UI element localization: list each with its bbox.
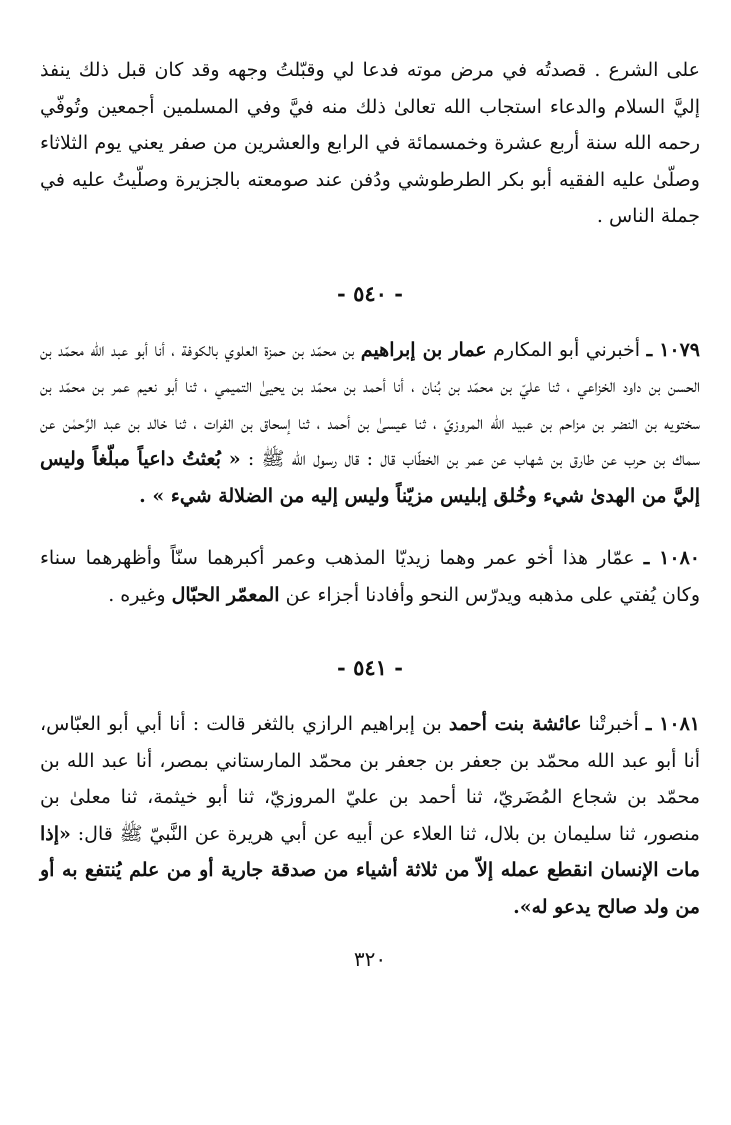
entry-text: بن محمّد بن حمزة العلوي بالكوفة ، أنا أبو عبد الله محمّد بن الحسن بن داود الخزاعي ، ثنا عليّ بن محمّد بن بُنان ، أنا أحمد بن محمّد بن يحيىٰ التميمي ، ثنا أبو نعيم عمر بن محمّد بن سختويه بن النضر بن مزاحم بن عبيد الله المروزيّ ، ثنا عيسىٰ بن أحمد ، ثنا إسحاق بن الفرات ، ثنا خالد بن عبد الرَّحمٰن عن سماك بن حرب عن طارق بن شهاب عن عمر بن الخطّاب قال : قال رسول الله ﷺ :: [40, 338, 700, 470]
entry-1079: [40, 332, 700, 515]
entry-number: ١٠٧٩ ـ: [646, 338, 701, 361]
page-number: ٣٢٠: [353, 947, 387, 971]
narrator-name: عائشة بنت أحمد: [448, 713, 582, 735]
entry-1080: [40, 540, 700, 613]
entry-text: وغيره .: [108, 583, 172, 606]
paragraph-continuation: على الشرع . قصدتُه في مرض موته فدعا لي وقبّلتُ وجهه وقد كان قبل ذلك ينفذ إليَّ السلام والدعاء استجاب الله تعالىٰ ذلك منه فيَّ وفي المسلمين أجمعين وتُوفّي رحمه الله سنة أربع عشرة وخمسمائة في الرابع والعشرين من صفر يعني يوم الثلاثاء وصلّىٰ عليه الفقيه أبو بكر الطرطوشي ودُفن عند صومعته بالجزيرة وصلّيتُ عليه في جملة الناس .: [40, 59, 700, 227]
entry-text: بن إبراهيم الرازي بالثغر قالت : أنا أبي أبو العبّاس، أنا أبو عبد الله محمّد بن جعفر بن جعفر بن محمّد المارستاني بمصر، أنا عبد الله بن محمّد بن شجاع المُضَريّ، ثنا أحمد بن عليّ المروزيّ، ثنا أبو خيثمة، ثنا معلىٰ بن منصور، ثنا سليمان بن بلال، ثنا العلاء عن أبيه عن أبي هريرة عن النَّبيّ ﷺ قال:: [40, 713, 700, 845]
entry-number: ١٠٨٠ ـ: [643, 547, 700, 569]
entry-text: أخبرتْنا: [581, 713, 646, 735]
section-heading-541: - ٥٤١ -: [337, 655, 403, 680]
entry-number: ١٠٨١ ـ: [645, 713, 700, 735]
entry-text: أخبرني أبو المكارم: [486, 338, 647, 361]
entry-1081: [40, 706, 700, 925]
section-heading-540: - ٥٤٠ -: [337, 280, 403, 306]
hadith-text: « بُعثتُ داعياً مبلّغاً وليس إليَّ من الهدىٰ شيء وخُلق إبليس مزيّناً وليس إليه من الضلالة شيء » .: [40, 448, 700, 507]
document-page: [40, 52, 700, 991]
hadith-text: «إذا مات الإنسان انقطع عمله إلاّ من ثلاثة أشياء من صدقة جارية أو من علم يُنتفع به أو من ولد صالح يدعو له».: [40, 822, 700, 918]
narrator-name: المعمّر الحبّال: [171, 583, 280, 606]
entry-text: عمّار هذا أخو عمر وهما زيديّا المذهب وعمر أكبرهما سنّاً وأظهرهما سناء وكان يُفتي على مذهبه ويدرّس النحو وأفادنا أجزاء عن: [40, 547, 700, 606]
narrator-name: عمار بن إبراهيم: [360, 338, 487, 361]
